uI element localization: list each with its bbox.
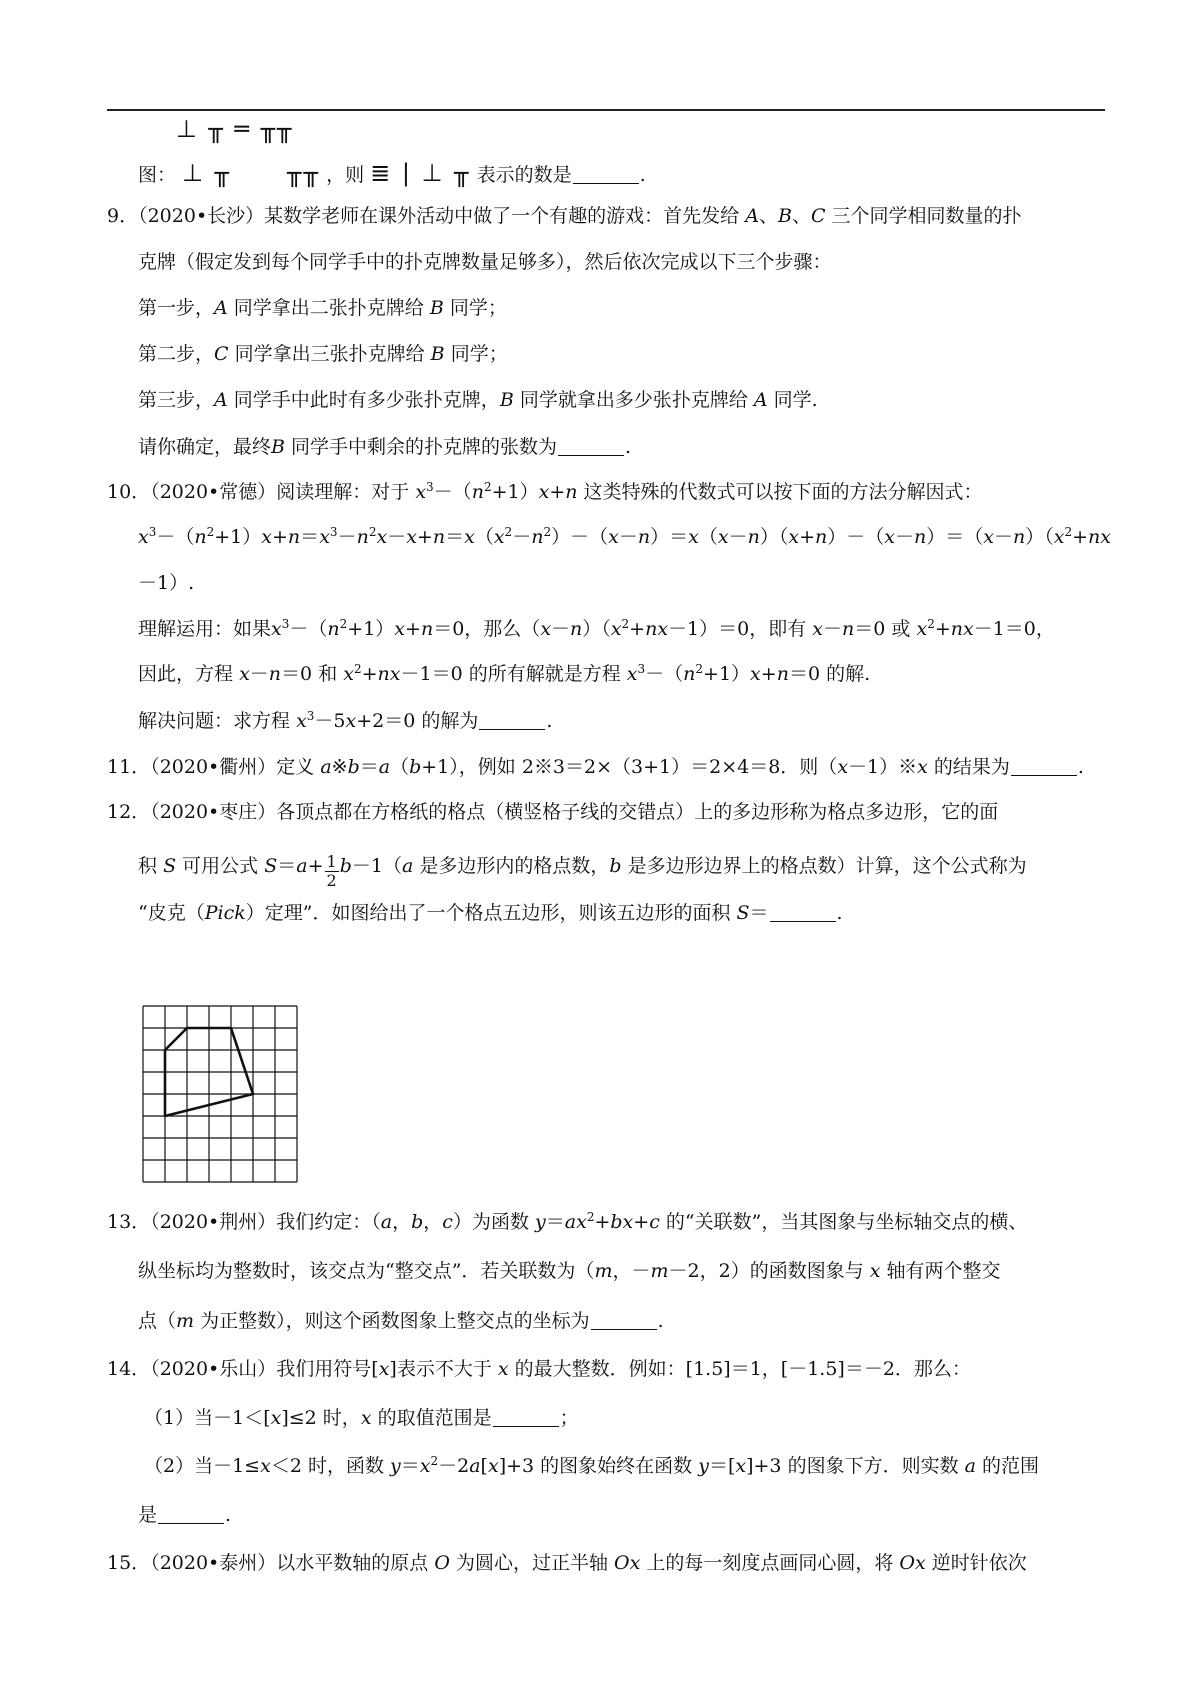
text: 表示不大于 xyxy=(396,1358,492,1380)
q14-part-2: （2）当－1≤x＜2 时，函数 $y=x^2-2a[x]+3$ 的图象始终在函数 y＝[x]+3 的图象下方．则实数 a 的范围 xyxy=(144,1454,1040,1477)
q9-ask xyxy=(138,437,631,457)
text: 的解. xyxy=(826,663,871,685)
question-number: 13． xyxy=(107,1211,151,1233)
text: ＜2 时，函数 xyxy=(270,1455,384,1477)
question-source: （2020•泰州） xyxy=(150,1552,277,1574)
text: ，那么 xyxy=(464,618,522,640)
q9-line-2: 克牌（假定发到每个同学手中的扑克牌数量足够多），然后依次完成以下三个步骤： xyxy=(138,251,832,273)
question-number: 12． xyxy=(107,801,151,823)
period: . xyxy=(625,436,632,458)
answer-blank-14-2[interactable] xyxy=(158,1505,224,1524)
text: ≤2 时， xyxy=(288,1407,361,1429)
question-number: 9． xyxy=(107,205,139,227)
text: 的结果为 xyxy=(933,756,1010,778)
answer-blank-11[interactable] xyxy=(1011,757,1077,776)
var-B: B xyxy=(429,297,444,319)
question-number: 14． xyxy=(107,1358,151,1380)
q10-solve: 解决问题：求方程 $x^3-5x+2=0$ 的解为 . xyxy=(138,709,553,732)
text: 的取值范围是 xyxy=(377,1407,492,1429)
answer-blank-14-1[interactable] xyxy=(493,1408,559,1427)
header-rule xyxy=(107,109,1105,111)
var-B: B xyxy=(499,389,514,411)
q10-line-1 xyxy=(107,480,983,503)
period: . xyxy=(836,902,843,924)
q12-line-1 xyxy=(107,803,998,822)
text: 同学. xyxy=(773,389,818,411)
text: 以水平数轴的原点 xyxy=(276,1552,429,1574)
text: 为正整数），则这个函数图象上整交点的坐标为 xyxy=(200,1310,590,1332)
answer-blank-9[interactable] xyxy=(558,437,624,456)
text: 轴有两个整交 xyxy=(886,1260,1001,1282)
period: . xyxy=(225,1504,232,1526)
text: 为圆心，过正半轴 xyxy=(455,1552,608,1574)
q15-line-1 xyxy=(107,1554,1027,1573)
question-source: （2020•乐山） xyxy=(150,1358,277,1380)
answer-blank-8[interactable] xyxy=(573,165,639,184)
fig-label: 图： xyxy=(138,164,177,186)
q9-line-1 xyxy=(107,207,1022,226)
question-source: （2020•常德） xyxy=(150,481,277,503)
q12-line-2: 积 S 可用公式 S＝a+ $\frac{1}{2}$ b－1（a 是多边形内的格点数，b 是多边形边界上的格点数）计算，这个公式称为 xyxy=(138,852,1027,890)
q10-factor-line: $x^3-(n^2+1)x+n=x^3-n^2x-x+n=x(x^2-n^2)-(x-n)=x(x-n)(x+n)-(x-n)=(x-n)(x^2+nx$ xyxy=(138,525,1111,548)
q13-line-2: 纵坐标均为整数时，该交点为“整交点”．若关联数为（m，－m－2，2）的函数图象与 x 轴有两个整交 xyxy=(138,1260,1001,1282)
answer-blank-13[interactable] xyxy=(591,1311,657,1330)
text: ，例如 2※3＝2×（3+1）＝2×4＝8．则 xyxy=(458,756,819,778)
text: 是多边形边界上的格点数）计算，这个公式称为 xyxy=(627,855,1027,877)
text: 上的每一刻度点画同心圆，将 xyxy=(646,1552,894,1574)
var-Ox: Ox xyxy=(614,1552,641,1574)
math-expr: $x^3-(n^2+1)x+n$ xyxy=(415,480,578,503)
text: 我们约定：（ xyxy=(276,1211,381,1233)
var-A: A xyxy=(214,389,228,411)
q10-apply-2: 因此，方程 x－n＝0 和 $x^2+nx-1=0$ 的所有解就是方程 $x^3-(n^2+1)x+n=0$ 的解. xyxy=(138,662,871,685)
var-C: C xyxy=(214,343,229,365)
fig8-line xyxy=(138,161,646,185)
text: 和 xyxy=(318,663,338,685)
var-B: B xyxy=(777,205,792,227)
var-A: A xyxy=(745,205,759,227)
represents-text: 表示的数是 xyxy=(476,164,572,186)
var-B: B xyxy=(430,343,445,365)
text: 的最大整数．例如：[1.5]＝1，[－1.5]＝－2．那么： xyxy=(514,1358,971,1380)
question-number: 10． xyxy=(107,481,151,503)
text: 点（ xyxy=(138,1310,177,1332)
period: . xyxy=(657,1310,664,1332)
q14-part-1: （1）当－1＜[x]≤2 时，x 的取值范围是 ； xyxy=(144,1407,579,1429)
period: . xyxy=(546,710,553,732)
text: 第三步， xyxy=(138,389,215,411)
period: . xyxy=(639,164,646,186)
text: 因此，方程 xyxy=(138,663,234,685)
q11-line: 11．（2020•衢州）定义 a※b＝a（b+1），例如 2※3＝2×（3+1）＝2×4＝8．则（x－1）※x 的结果为 . xyxy=(107,756,1084,778)
text: 同学就拿出多少张扑克牌给 xyxy=(519,389,748,411)
var-O: O xyxy=(434,1552,450,1574)
text: 同学拿出二张扑克牌给 xyxy=(233,297,424,319)
text: 第二步， xyxy=(138,343,215,365)
text: 积 xyxy=(138,855,158,877)
rod-numeral-left: ⊥ ╥ xyxy=(182,159,232,187)
text: 是 xyxy=(138,1504,158,1526)
text: 的解为 xyxy=(421,710,479,732)
q9-step-2 xyxy=(138,345,508,364)
text: 同学手中剩余的扑克牌的张数为 xyxy=(291,436,558,458)
text: 这类特殊的代数式可以按下面的方法分解因式： xyxy=(583,481,983,503)
text: 同学； xyxy=(449,297,507,319)
rod-numeral-query: ≣ | ⊥ ╥ xyxy=(370,159,471,187)
text: 同学； xyxy=(450,343,508,365)
answer-blank-12[interactable] xyxy=(770,903,836,922)
question-source: （2020•枣庄） xyxy=(150,801,277,823)
text: 我们用符号 xyxy=(276,1358,372,1380)
text: 阅读理解：对于 xyxy=(276,481,410,503)
fraction-one-half: $\frac{1}{2}$ xyxy=(326,852,337,890)
question-source: （2020•荆州） xyxy=(150,1211,277,1233)
question-number: 11． xyxy=(107,756,151,778)
q13-line-1: 13．（2020•荆州）我们约定：（a，b，c）为函数 $y=ax^2+bx+c$ 的“关联数”，当其图象与坐标轴交点的横、 xyxy=(107,1210,1028,1233)
text: 的范围 xyxy=(982,1455,1040,1477)
rod-numeral-mid: ╥╥ xyxy=(287,159,321,187)
text: 同学拿出三张扑克牌给 xyxy=(234,343,425,365)
var-A: A xyxy=(753,389,768,411)
text: 定义 xyxy=(276,756,315,778)
question-source: （2020•长沙） xyxy=(138,205,265,227)
sep: 、 xyxy=(791,205,811,227)
text: 第一步， xyxy=(138,297,215,319)
semicolon: ； xyxy=(559,1407,579,1429)
question-number: 15． xyxy=(107,1552,151,1574)
text: 的函数图象与 xyxy=(749,1260,864,1282)
var-C: C xyxy=(810,205,826,227)
text: 纵坐标均为整数时，该交点为“整交点”．若关联数为（ xyxy=(138,1260,595,1282)
then-text: ，则 xyxy=(326,164,365,186)
q9-step-1 xyxy=(138,299,507,318)
q14-line-1: 14．（2020•乐山）我们用符号[x]表示不大于 x 的最大整数．例如：[1.5]＝1，[－1.5]＝－2．那么： xyxy=(107,1358,971,1380)
text: 的图象下方．则实数 xyxy=(787,1455,959,1477)
text: ）定理”．如图给出了一个格点五边形，则该五边形的面积 xyxy=(245,902,731,924)
text: 理解运用：如果 xyxy=(138,618,272,640)
text: 解决问题：求方程 xyxy=(138,710,291,732)
lattice-pentagon-figure xyxy=(142,1005,324,1205)
text: 各顶点都在方格纸的格点（横竖格子线的交错点）上的多边形称为格点多边形，它的面 xyxy=(276,801,999,823)
sep: 、 xyxy=(758,205,778,227)
text: 同学手中此时有多少张扑克牌， xyxy=(233,389,500,411)
rod-numeral-top-row: ⊥ ╥ ═ ╥╥ xyxy=(176,115,294,143)
var-Ox: Ox xyxy=(899,1552,926,1574)
text: 的所有解就是方程 xyxy=(468,663,621,685)
pick-name: Pick xyxy=(204,902,246,924)
period: . xyxy=(1077,756,1084,778)
q10-factor-cont: －1）. xyxy=(138,572,195,594)
text: 的“关联数”，当其图象与坐标轴交点的横、 xyxy=(665,1211,1028,1233)
answer-blank-10[interactable] xyxy=(479,711,545,730)
text: （1）当－1＜ xyxy=(144,1407,264,1429)
text: 或 xyxy=(891,618,911,640)
text: “皮克（ xyxy=(138,902,205,924)
text: ，即有 xyxy=(749,618,807,640)
question-source: （2020•衢州） xyxy=(150,756,277,778)
q12-line-3: “皮克（Pick）定理”．如图给出了一个格点五边形，则该五边形的面积 S＝ . xyxy=(138,902,843,924)
q9-step-3 xyxy=(138,391,818,410)
text: （2）当－1≤ xyxy=(144,1455,261,1477)
text: 某数学老师在课外活动中做了一个有趣的游戏：首先发给 xyxy=(264,205,740,227)
q14-part-2-cont xyxy=(138,1505,231,1525)
text: （ xyxy=(382,855,402,877)
var-B: B xyxy=(271,436,285,458)
text: 请你确定，最终 xyxy=(138,436,272,458)
text: ）为函数 xyxy=(452,1211,529,1233)
q10-apply-1: 理解运用：如果$x^3-(n^2+1)x+n=0$，那么$(x-n)(x^2+nx-1)=0$，即有 x－n＝0 或 $x^2+nx-1=0$， xyxy=(138,617,1055,640)
text: 是多边形内的格点数， xyxy=(419,855,610,877)
text: 的图象始终在函数 xyxy=(540,1455,693,1477)
q13-line-3: 点（m 为正整数），则这个函数图象上整交点的坐标为 . xyxy=(138,1310,664,1332)
text: 三个同学相同数量的扑 xyxy=(831,205,1022,227)
text: 逆时针依次 xyxy=(931,1552,1027,1574)
var-A: A xyxy=(214,297,228,319)
text: 可用公式 xyxy=(182,855,259,877)
